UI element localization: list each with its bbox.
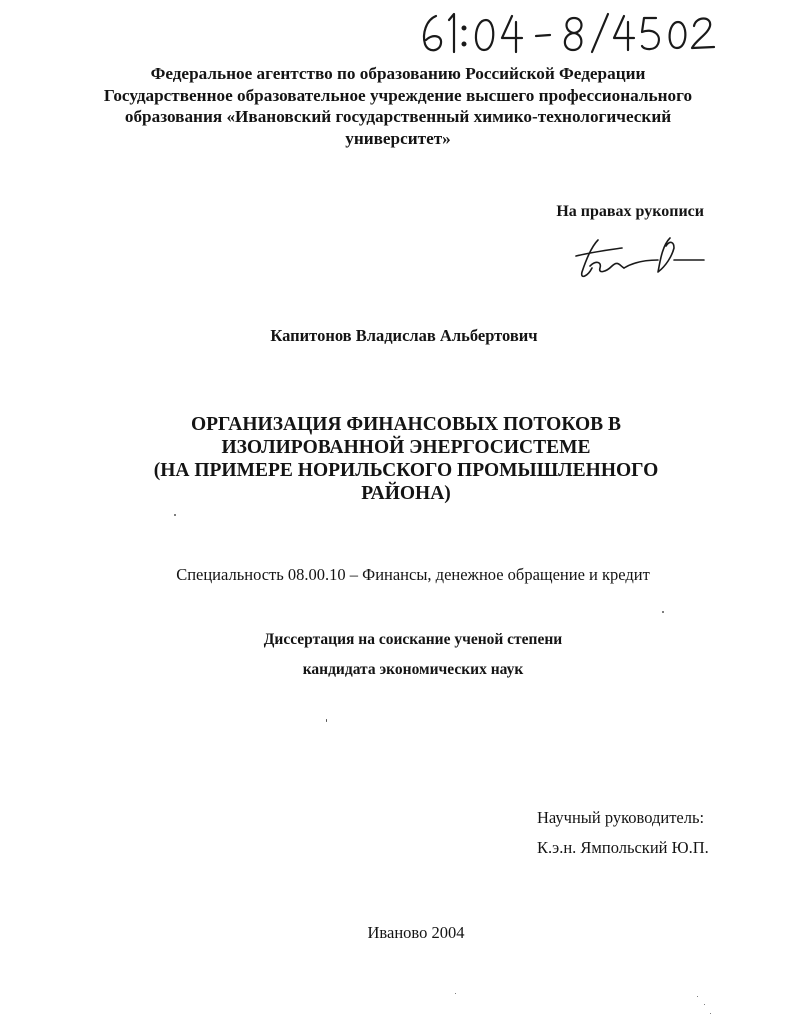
city-year: Иваново 2004 bbox=[367, 923, 465, 942]
title-line-2: ИЗОЛИРОВАННОЙ ЭНЕРГОСИСТЕМЕ bbox=[221, 437, 591, 458]
title-line-1: ОРГАНИЗАЦИЯ ФИНАНСОВЫХ ПОТОКОВ В bbox=[190, 414, 622, 435]
institution-header bbox=[0, 63, 796, 149]
archive-number-drawing bbox=[416, 6, 716, 58]
degree-statement bbox=[0, 625, 796, 685]
scan-speck bbox=[697, 996, 698, 997]
specialty-line: Специальность 08.00.10 – Финансы, денежное обращение и кредит bbox=[176, 565, 650, 584]
supervisor-label: Научный руководитель: bbox=[537, 808, 705, 827]
author-name: Капитонов Владислав Альбертович bbox=[270, 326, 538, 345]
header-line-institution: Государственное образовательное учреждение высшего профессионального bbox=[103, 85, 693, 105]
scan-speck bbox=[704, 1004, 705, 1005]
archive-number-text bbox=[416, 6, 417, 7]
header-line-university: образования «Ивановский государственный химико-технологический bbox=[124, 107, 672, 126]
scan-speck bbox=[662, 611, 664, 613]
title-line-3: (НА ПРИМЕРЕ НОРИЛЬСКОГО ПРОМЫШЛЕННОГО bbox=[153, 460, 659, 481]
author-signature bbox=[562, 226, 712, 286]
supervisor-block bbox=[537, 803, 709, 863]
archive-number-handwritten bbox=[416, 6, 716, 58]
header-line-university-end: университет» bbox=[345, 128, 451, 148]
scan-speck bbox=[174, 514, 176, 516]
degree-line-1: Диссертация на соискание ученой степени bbox=[263, 631, 563, 648]
thesis-title bbox=[0, 413, 796, 505]
scan-speck bbox=[710, 1013, 711, 1014]
manuscript-rights-note: На правах рукописи bbox=[556, 203, 704, 220]
supervisor-name: К.э.н. Ямпольский Ю.П. bbox=[537, 838, 709, 857]
signature-drawing bbox=[562, 226, 712, 286]
scan-speck bbox=[326, 719, 327, 722]
degree-line-2: кандидата экономических наук bbox=[302, 661, 524, 678]
title-line-4: РАЙОНА) bbox=[361, 483, 451, 504]
header-line-ministry: Федеральное агентство по образованию Российской Федерации bbox=[150, 64, 646, 83]
scan-speck bbox=[455, 993, 456, 994]
